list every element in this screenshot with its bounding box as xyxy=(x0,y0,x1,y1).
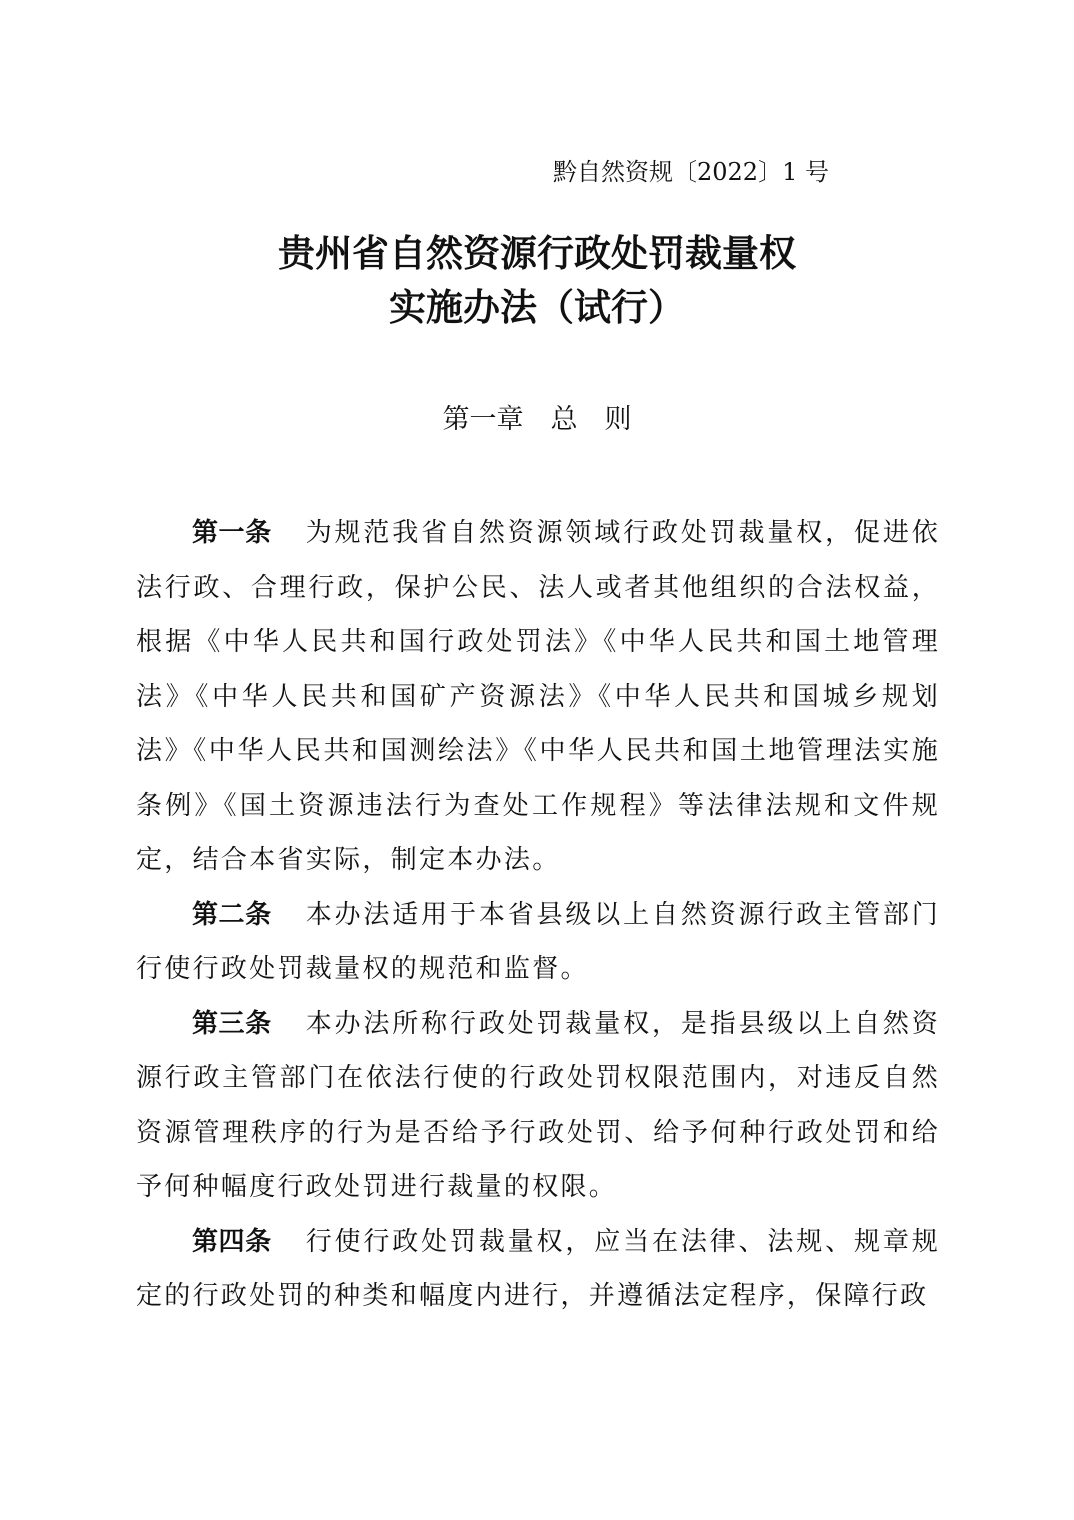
article-label: 第四条 xyxy=(192,1226,272,1257)
document-body xyxy=(136,506,940,1324)
chapter-heading: 第一章 总 则 xyxy=(442,404,632,435)
document-number: 黔自然资规〔2022〕1 号 xyxy=(553,158,829,186)
article-2 xyxy=(136,888,940,997)
article-text: 为规范我省自然资源领域行政处罚裁量权，促进依法行政、合理行政，保护公民、法人或者其他组织的合法权益，根据《中华人民共和国行政处罚法》《中华人民共和国土地管理法》《中华人民共和国矿产资源法》《中华人民共和国城乡规划法》《中华人民共和国测绘法》《中华人民共和国土地管理法实施条例》《国土资源违法行为查处工作规程》等法律法规和文件规定，结合本省实际，制定本办法。 xyxy=(136,518,940,875)
article-text: 本办法所称行政处罚裁量权，是指县级以上自然资源行政主管部门在依法行使的行政处罚权限范围内，对违反自然资源管理秩序的行为是否给予行政处罚、给予何种行政处罚和给予何种幅度行政处罚进行裁量的权限。 xyxy=(136,1008,940,1202)
document-title-line-2: 实施办法（试行） xyxy=(389,286,685,329)
article-3 xyxy=(136,997,940,1215)
article-label: 第二条 xyxy=(192,899,272,930)
article-text: 本办法适用于本省县级以上自然资源行政主管部门行使行政处罚裁量权的规范和监督。 xyxy=(136,899,940,984)
document-title-line-1: 贵州省自然资源行政处罚裁量权 xyxy=(278,232,796,275)
article-text: 行使行政处罚裁量权，应当在法律、法规、规章规定的行政处罚的种类和幅度内进行，并遵循法定程序，保障行政 xyxy=(136,1226,940,1311)
article-1 xyxy=(136,506,940,888)
article-label: 第一条 xyxy=(192,518,272,548)
article-label: 第三条 xyxy=(192,1008,272,1039)
article-4 xyxy=(136,1215,940,1324)
